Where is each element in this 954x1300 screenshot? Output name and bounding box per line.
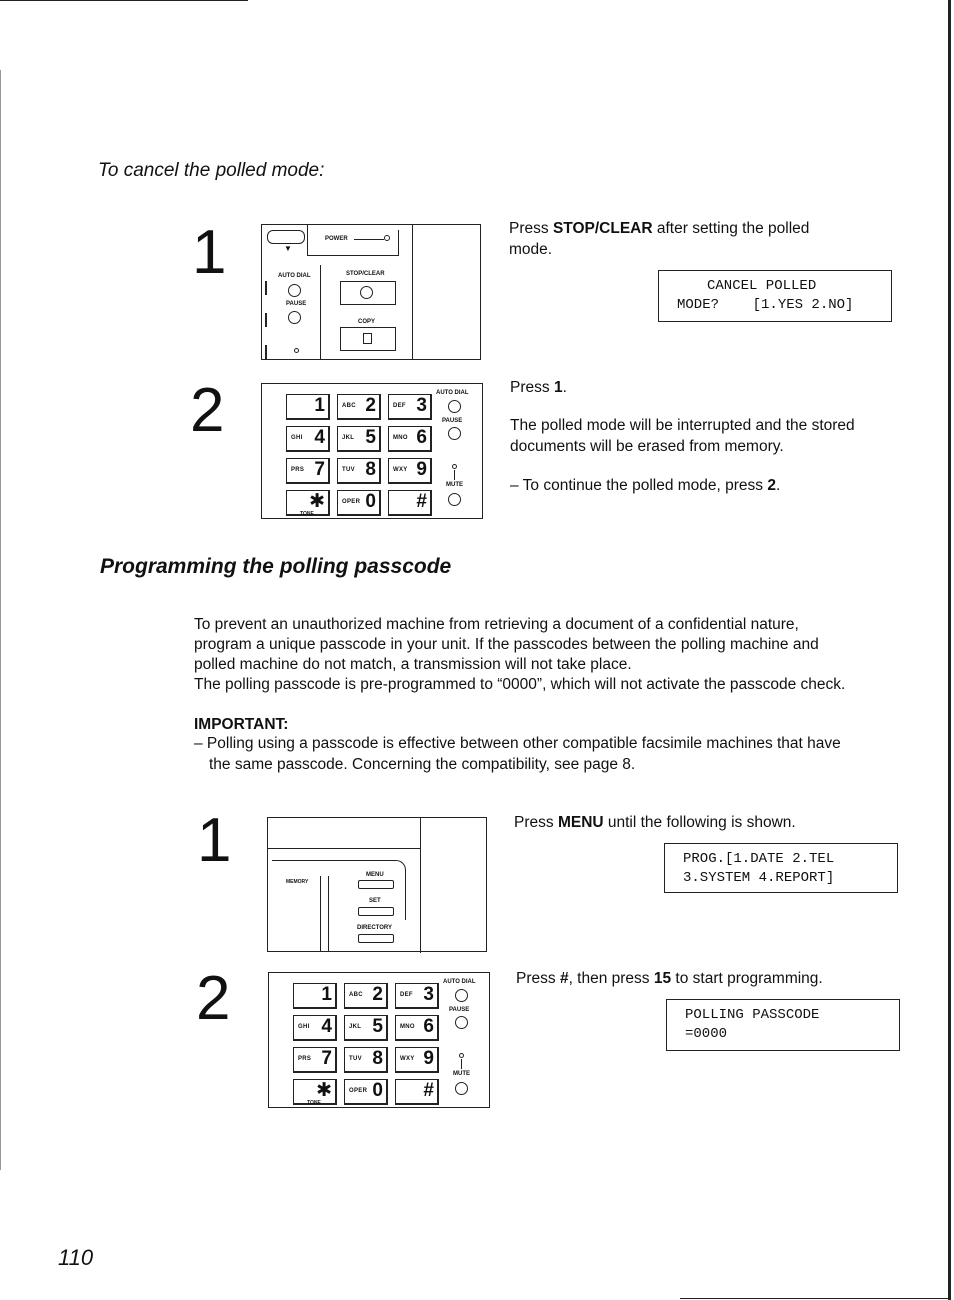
keypad-key — [293, 1015, 337, 1041]
key-digit: 0 — [365, 491, 376, 512]
panel-divider — [320, 265, 321, 360]
tone-label: TONE — [300, 511, 314, 517]
right-edge-rule — [948, 0, 951, 1300]
copy-label: COPY — [358, 319, 376, 325]
auto-dial-label: AUTO DIAL — [436, 390, 469, 396]
keypad-key — [337, 426, 381, 452]
mute-button — [448, 493, 461, 506]
important-label: IMPORTANT: — [194, 716, 289, 733]
key-digit: 3 — [423, 984, 434, 1005]
bottom-rule — [680, 1298, 950, 1299]
key-digit: 9 — [423, 1048, 434, 1069]
keypad-key — [395, 1015, 439, 1041]
copy-button — [340, 327, 396, 351]
indicator-dot — [459, 1053, 464, 1058]
left-edge-rule — [0, 70, 1, 1170]
auto-dial-button — [288, 284, 301, 297]
power-line — [354, 239, 384, 240]
key-digit: 7 — [321, 1048, 332, 1069]
key-digit: 0 — [372, 1080, 383, 1101]
pause-button — [448, 427, 461, 440]
keypad-key — [395, 1079, 439, 1105]
step-number: 1 — [192, 218, 227, 287]
power-indicator — [384, 235, 390, 241]
power-label: POWER — [325, 236, 348, 242]
keypad-key — [344, 1047, 388, 1073]
edge-mark — [265, 281, 267, 295]
key-digit: 7 — [314, 459, 325, 480]
key-digit: 6 — [416, 427, 427, 448]
section-heading: Programming the polling passcode — [100, 555, 452, 578]
key-digit: 8 — [372, 1048, 383, 1069]
indicator-dot — [294, 348, 299, 353]
step-description: The polled mode will be interrupted and the stored documents will be erased from memory. — [510, 417, 855, 455]
key-digit: ✱ — [309, 491, 325, 512]
menu-panel-illustration — [267, 817, 487, 952]
key-letters: GHI — [298, 1024, 310, 1030]
keypad-key — [344, 1079, 388, 1105]
panel-divider — [320, 876, 321, 952]
key-letters: DEF — [400, 992, 413, 998]
indicator-stem — [454, 470, 455, 480]
key-letters: DEF — [393, 403, 406, 409]
stop-clear-button — [340, 281, 396, 305]
down-arrow-icon: ▼ — [284, 244, 292, 253]
key-letters: TUV — [349, 1056, 362, 1062]
auto-dial-label: AUTO DIAL — [278, 273, 311, 279]
set-label: SET — [369, 898, 381, 904]
directory-label: DIRECTORY — [357, 925, 393, 931]
step-instruction: Press STOP/CLEAR after setting the polled mode. — [509, 220, 810, 258]
key-letters: OPER — [342, 499, 361, 505]
key-digit: 9 — [416, 459, 427, 480]
keypad-key — [286, 458, 330, 484]
mute-label: MUTE — [453, 1071, 470, 1077]
pause-button — [455, 1016, 468, 1029]
stop-clear-label: STOP/CLEAR — [346, 271, 385, 277]
tone-label: TONE — [307, 1100, 321, 1106]
key-digit: ✱ — [316, 1080, 332, 1101]
auto-dial-label: AUTO DIAL — [443, 979, 476, 985]
keypad-key — [388, 458, 432, 484]
keypad-key — [293, 1047, 337, 1073]
key-letters: ABC — [342, 403, 356, 409]
important-line: the same passcode. Concerning the compatibility, see page 8. — [209, 756, 636, 773]
menu-label: MENU — [366, 872, 384, 878]
keypad-key — [395, 1047, 439, 1073]
panel-divider — [420, 818, 421, 953]
step-number: 2 — [196, 964, 231, 1033]
pause-label: PAUSE — [449, 1007, 470, 1013]
key-digit: 4 — [321, 1016, 332, 1037]
key-digit: 3 — [416, 395, 427, 416]
key-letters: GHI — [291, 435, 303, 441]
key-digit: 4 — [314, 427, 325, 448]
step-number: 1 — [197, 806, 232, 875]
key-digit: 1 — [321, 984, 332, 1005]
keypad-key — [286, 394, 330, 420]
copy-icon — [363, 333, 372, 344]
keypad-key — [344, 983, 388, 1009]
key-letters: ABC — [349, 992, 363, 998]
set-button — [358, 907, 394, 916]
panel-divider — [328, 876, 329, 952]
key-digit: 2 — [365, 395, 376, 416]
pause-label: PAUSE — [442, 418, 463, 424]
divider-line — [307, 225, 308, 255]
keypad-key — [395, 983, 439, 1009]
key-digit: 5 — [372, 1016, 383, 1037]
keypad-key — [388, 426, 432, 452]
key-digit: 8 — [365, 459, 376, 480]
control-panel-illustration — [261, 224, 481, 360]
power-bracket-side — [398, 230, 399, 256]
indicator-dot — [452, 464, 457, 469]
keypad-illustration — [268, 972, 490, 1108]
keypad-key — [293, 983, 337, 1009]
key-letters: MNO — [393, 435, 408, 441]
step-instruction: Press #, then press 15 to start programming. — [516, 970, 823, 987]
key-digit: 5 — [365, 427, 376, 448]
keypad-key — [388, 394, 432, 420]
key-letters: JKL — [349, 1024, 362, 1030]
key-digit: # — [416, 491, 427, 512]
key-digit: 6 — [423, 1016, 434, 1037]
memory-label: MEMORY — [286, 879, 309, 885]
keypad-key — [337, 458, 381, 484]
key-letters: WXY — [393, 467, 408, 473]
keypad-key — [286, 426, 330, 452]
auto-dial-button — [455, 989, 468, 1002]
panel-divider — [412, 225, 413, 360]
key-letters: OPER — [349, 1088, 368, 1094]
step-instruction: Press 1. — [510, 379, 567, 396]
key-letters: WXY — [400, 1056, 415, 1062]
key-letters: TUV — [342, 467, 355, 473]
handset-button — [267, 230, 305, 244]
important-line: – Polling using a passcode is effective between other compatible facsimile machines that have — [194, 735, 841, 752]
pause-label: PAUSE — [286, 301, 307, 307]
indicator-stem — [461, 1059, 462, 1069]
key-digit: 1 — [314, 395, 325, 416]
keypad-key — [337, 394, 381, 420]
edge-mark — [265, 313, 267, 327]
step-note: – To continue the polled mode, press 2. — [510, 477, 781, 494]
lcd-display: PROG.[1.DATE 2.TEL 3.SYSTEM 4.REPORT] — [664, 843, 898, 893]
lcd-display: CANCEL POLLED MODE? [1.YES 2.NO] — [658, 270, 892, 322]
panel-line — [268, 848, 420, 849]
keypad-key — [344, 1015, 388, 1041]
menu-button — [358, 880, 394, 889]
key-letters: MNO — [400, 1024, 415, 1030]
power-bracket — [307, 255, 399, 256]
edge-mark — [265, 345, 267, 359]
key-digit: 2 — [372, 984, 383, 1005]
key-digit: # — [423, 1080, 434, 1101]
top-rule — [0, 0, 248, 1]
keypad-key — [388, 490, 432, 516]
pause-button — [288, 311, 301, 324]
cancel-heading: To cancel the polled mode: — [98, 160, 325, 181]
intro-paragraph: To prevent an unauthorized machine from retrieving a document of a confidential nature, program a unique passcode in your unit. If the passcodes between the polling machine and polled machine do not match, a transmission will not take place. The polling passcode is pre-programmed to “0000”, which will not activate the passcode check. — [194, 616, 846, 693]
lcd-display: POLLING PASSCODE =0000 — [666, 999, 900, 1051]
directory-button — [358, 934, 394, 943]
page-number: 110 — [58, 1245, 94, 1270]
mute-label: MUTE — [446, 482, 463, 488]
keypad-key — [337, 490, 381, 516]
key-letters: PRS — [291, 467, 305, 473]
auto-dial-button — [448, 400, 461, 413]
stop-icon — [360, 286, 373, 299]
step-number: 2 — [190, 376, 225, 445]
key-letters: PRS — [298, 1056, 312, 1062]
key-letters: JKL — [342, 435, 355, 441]
step-instruction: Press MENU until the following is shown. — [514, 814, 796, 831]
mute-button — [455, 1082, 468, 1095]
keypad-illustration — [261, 383, 483, 519]
